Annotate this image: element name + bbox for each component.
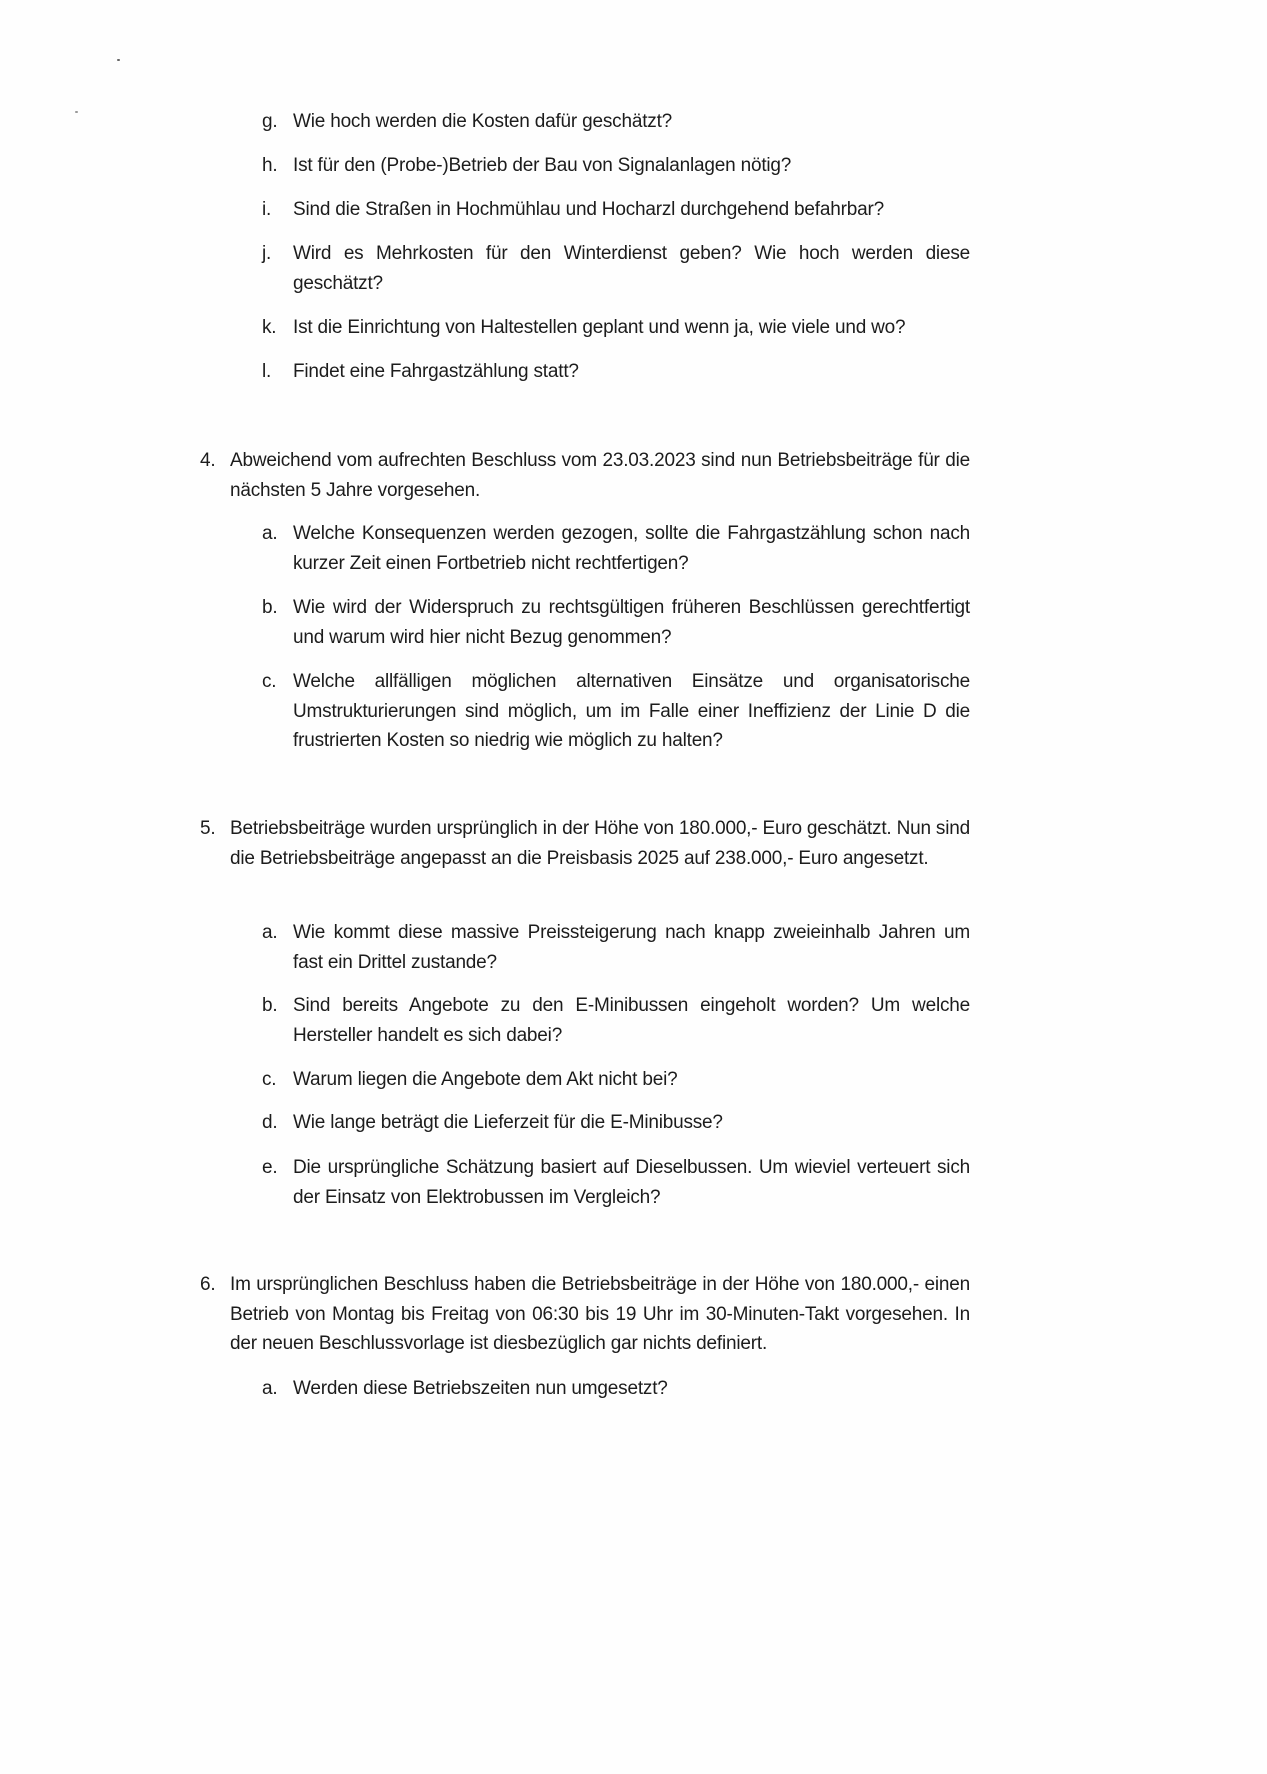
item-label: b.	[262, 597, 278, 618]
question-4-item-b	[262, 593, 970, 652]
question-6-item-a	[262, 1374, 970, 1404]
item-text: Wie wird der Widerspruch zu rechtsgültigen früheren Beschlüssen gerechtfertigt und warum wird hier nicht Bezug genommen?	[293, 597, 970, 648]
question-5-item-b	[262, 991, 970, 1050]
item-text: Warum liegen die Angebote dem Akt nicht bei?	[293, 1069, 678, 1090]
item-text: Welche allfälligen möglichen alternativen Einsätze und organisatorische Umstrukturierungen sind möglich, um im Falle einer Ineffizienz der Linie D die frustrierten Kosten so niedrig wie möglich zu halten?	[293, 671, 970, 751]
question-5-item-d	[262, 1108, 970, 1138]
item-label: l.	[262, 361, 272, 382]
question-text: Betriebsbeiträge wurden ursprünglich in der Höhe von 180.000,- Euro geschätzt. Nun sind die Betriebsbeiträge angepasst an die Preisbasis 2025 auf 238.000,- Euro angesetzt.	[230, 818, 970, 869]
list-item-k	[262, 313, 970, 343]
question-5-item-e	[262, 1153, 970, 1212]
item-label: j.	[262, 243, 272, 264]
list-item-l	[262, 357, 970, 387]
question-text: Im ursprünglichen Beschluss haben die Betriebsbeiträge in der Höhe von 180.000,- einen Betrieb von Montag bis Freitag von 06:30 bis 19 Uhr im 30-Minuten-Takt vorgesehen. In der neuen Beschlussvorlage ist diesbezüglich gar nichts definiert.	[230, 1274, 970, 1354]
item-label: h.	[262, 155, 278, 176]
item-text: Findet eine Fahrgastzählung statt?	[293, 361, 579, 382]
item-text: Wie lange beträgt die Lieferzeit für die E-Minibusse?	[293, 1112, 723, 1133]
item-label: c.	[262, 671, 277, 692]
item-label: c.	[262, 1069, 277, 1090]
item-label: e.	[262, 1157, 278, 1178]
list-item-j	[262, 239, 970, 298]
item-text: Ist für den (Probe-)Betrieb der Bau von Signalanlagen nötig?	[293, 155, 792, 176]
item-text: Wie kommt diese massive Preissteigerung nach knapp zweieinhalb Jahren um fast ein Drittel zustande?	[293, 922, 970, 973]
item-label: b.	[262, 995, 278, 1016]
item-text: Sind die Straßen in Hochmühlau und Hocharzl durchgehend befahrbar?	[293, 199, 884, 220]
item-label: a.	[262, 922, 278, 943]
question-5-item-a	[262, 918, 970, 977]
question-number: 5.	[200, 818, 216, 839]
item-text: Welche Konsequenzen werden gezogen, sollte die Fahrgastzählung schon nach kurzer Zeit einen Fortbetrieb nicht rechtfertigen?	[293, 523, 970, 574]
list-item-g	[262, 107, 970, 137]
question-text: Abweichend vom aufrechten Beschluss vom 23.03.2023 sind nun Betriebsbeiträge für die nächsten 5 Jahre vorgesehen.	[230, 450, 970, 501]
item-label: g.	[262, 111, 278, 132]
question-5	[200, 814, 970, 873]
item-text: Ist die Einrichtung von Haltestellen geplant und wenn ja, wie viele und wo?	[293, 317, 906, 338]
item-label: d.	[262, 1112, 278, 1133]
item-text: Wie hoch werden die Kosten dafür geschätzt?	[293, 111, 673, 132]
question-6	[200, 1270, 970, 1359]
item-label: a.	[262, 1378, 278, 1399]
list-item-h	[262, 151, 970, 181]
question-4	[200, 446, 970, 505]
item-text: Sind bereits Angebote zu den E-Minibussen eingeholt worden? Um welche Hersteller handelt es sich dabei?	[293, 995, 970, 1046]
question-4-item-a	[262, 519, 970, 578]
item-text: Wird es Mehrkosten für den Winterdienst geben? Wie hoch werden diese geschätzt?	[293, 243, 970, 294]
item-text: Die ursprüngliche Schätzung basiert auf Dieselbussen. Um wieviel verteuert sich der Einsatz von Elektrobussen im Vergleich?	[293, 1157, 970, 1208]
item-text: Werden diese Betriebszeiten nun umgesetzt?	[293, 1378, 668, 1399]
scan-artifact	[75, 111, 78, 113]
item-label: a.	[262, 523, 278, 544]
scan-artifact	[117, 59, 120, 61]
question-number: 4.	[200, 450, 216, 471]
list-item-i	[262, 195, 970, 225]
item-label: k.	[262, 317, 277, 338]
item-label: i.	[262, 199, 272, 220]
question-5-item-c	[262, 1065, 970, 1095]
question-number: 6.	[200, 1274, 216, 1295]
question-4-item-c	[262, 667, 970, 756]
